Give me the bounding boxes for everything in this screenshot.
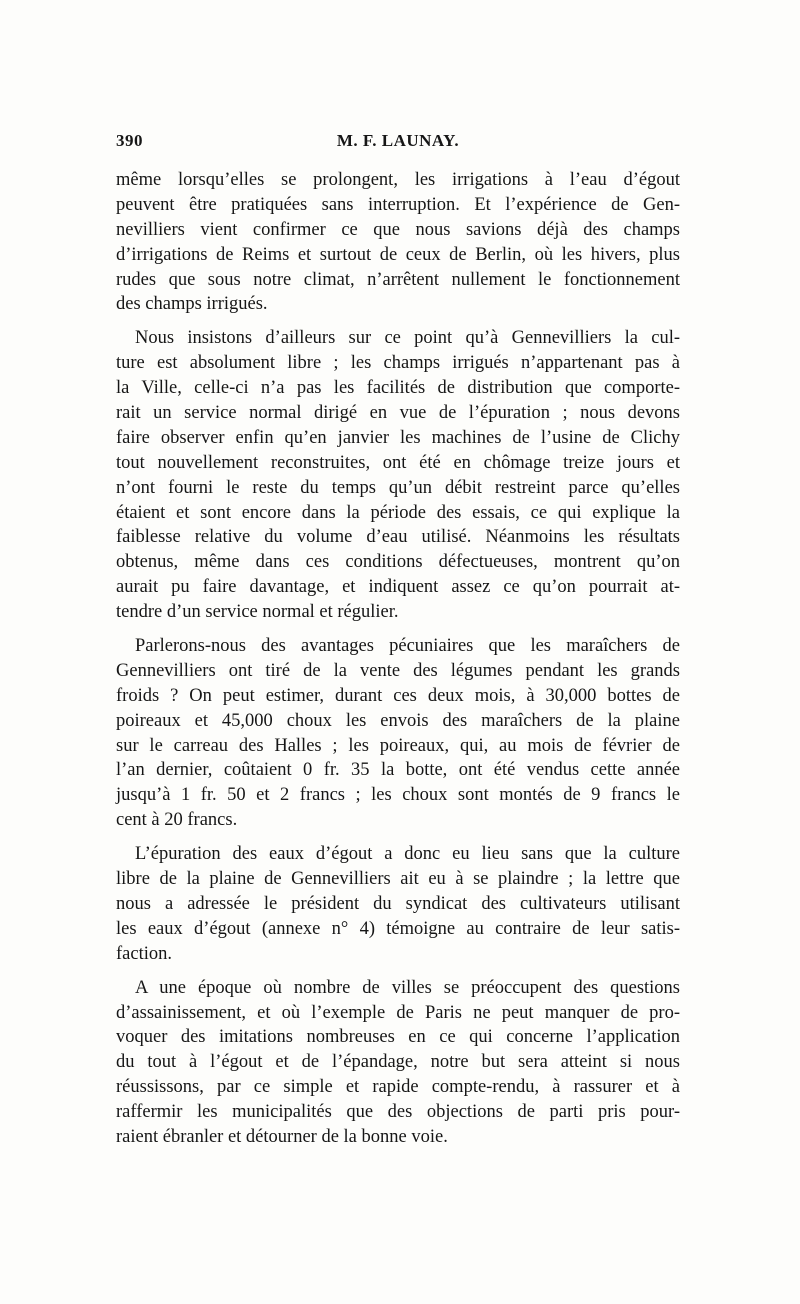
text-line: réussissons, par ce simple et rapide compte-rendu, à rassurer et à [116, 1077, 680, 1098]
text-line: tout nouvellement reconstruites, ont été en chômage treize jours et [116, 452, 680, 473]
text-line: aurait pu faire davantage, et indiquent assez ce qu’on pourrait at- [116, 577, 680, 598]
text-line: cent à 20 francs. [116, 810, 238, 831]
page-number: 390 [116, 131, 143, 150]
text-line: l’an dernier, coûtaient 0 fr. 35 la botte, ont été vendus cette année [116, 760, 680, 781]
text-line: du tout à l’égout et de l’épandage, notre but sera atteint si nous [116, 1052, 680, 1073]
text-line: peuvent être pratiquées sans interruption. Et l’expérience de Gen- [116, 194, 680, 215]
body-text [116, 168, 680, 1150]
text-line: raient ébranler et détourner de la bonne voie. [116, 1126, 448, 1147]
paragraph-gap [116, 967, 680, 976]
text-line: Parlerons-nous des avantages pécuniaires que les maraîchers de [135, 636, 680, 657]
text-line: A une époque où nombre de villes se préoccupent des questions [135, 977, 680, 998]
text-line: froids ? On peut estimer, durant ces deux mois, à 30,000 bottes de [116, 685, 680, 706]
text-line: nous a adressée le président du syndicat des cultivateurs utilisant [116, 893, 680, 914]
paragraph [116, 976, 680, 1150]
text-line: les eaux d’égout (annexe n° 4) témoigne au contraire de leur satis- [116, 918, 680, 939]
text-line: des champs irrigués. [116, 294, 268, 315]
text-line: poireaux et 45,000 choux les envois des maraîchers de la plaine [116, 710, 680, 731]
paragraph-gap [116, 625, 680, 634]
paragraph [116, 326, 680, 625]
text-line: même lorsqu’elles se prolongent, les irrigations à l’eau d’égout [116, 170, 680, 190]
text-line: rudes que sous notre climat, n’arrêtent nullement le fonctionnement [116, 269, 680, 290]
text-line: n’ont fourni le reste du temps qu’un débit restreint parce qu’elles [116, 477, 680, 498]
paragraph [116, 842, 680, 966]
paragraph-gap [116, 833, 680, 842]
text-line: étaient et sont encore dans la période des essais, ce qui explique la [116, 502, 680, 523]
text-line: sur le carreau des Halles ; les poireaux, qui, au mois de février de [116, 735, 680, 756]
text-line: faire observer enfin qu’en janvier les machines de l’usine de Clichy [116, 427, 680, 448]
text-line: d’irrigations de Reims et surtout de ceux de Berlin, où les hivers, plus [116, 244, 680, 265]
paragraph [116, 634, 680, 833]
text-line: jusqu’à 1 fr. 50 et 2 francs ; les choux sont montés de 9 francs le [116, 785, 680, 806]
text-line: Gennevilliers ont tiré de la vente des légumes pendant les grands [116, 660, 680, 681]
text-line: d’assainissement, et où l’exemple de Paris ne peut manquer de pro- [116, 1002, 680, 1023]
paragraph [116, 168, 680, 317]
text-line: nevilliers vient confirmer ce que nous savions déjà des champs [116, 219, 680, 240]
text-line: faction. [116, 943, 172, 964]
text-line: obtenus, même dans ces conditions défectueuses, montrent qu’on [116, 552, 680, 573]
text-line: libre de la plaine de Gennevilliers ait eu à se plaindre ; la lettre que [116, 869, 680, 890]
paragraph-gap [116, 317, 680, 326]
text-line: tendre d’un service normal et régulier. [116, 602, 399, 623]
text-line: la Ville, celle-ci n’a pas les facilités de distribution que comporte- [116, 378, 680, 399]
text-line: ture est absolument libre ; les champs irrigués n’appartenant pas à [116, 353, 680, 374]
page-header [116, 131, 680, 159]
text-line: Nous insistons d’ailleurs sur ce point qu’à Gennevilliers la cul- [135, 328, 680, 349]
text-line: rait un service normal dirigé en vue de l’épuration ; nous devons [116, 403, 680, 424]
running-head: M. F. LAUNAY. [336, 131, 460, 150]
text-line: raffermir les municipalités que des objections de parti pris pour- [116, 1102, 680, 1123]
text-line: voquer des imitations nombreuses en ce qui concerne l’application [116, 1027, 680, 1048]
text-line: L’épuration des eaux d’égout a donc eu lieu sans que la culture [135, 844, 680, 865]
text-line: faiblesse relative du volume d’eau utilisé. Néanmoins les résultats [116, 527, 680, 548]
